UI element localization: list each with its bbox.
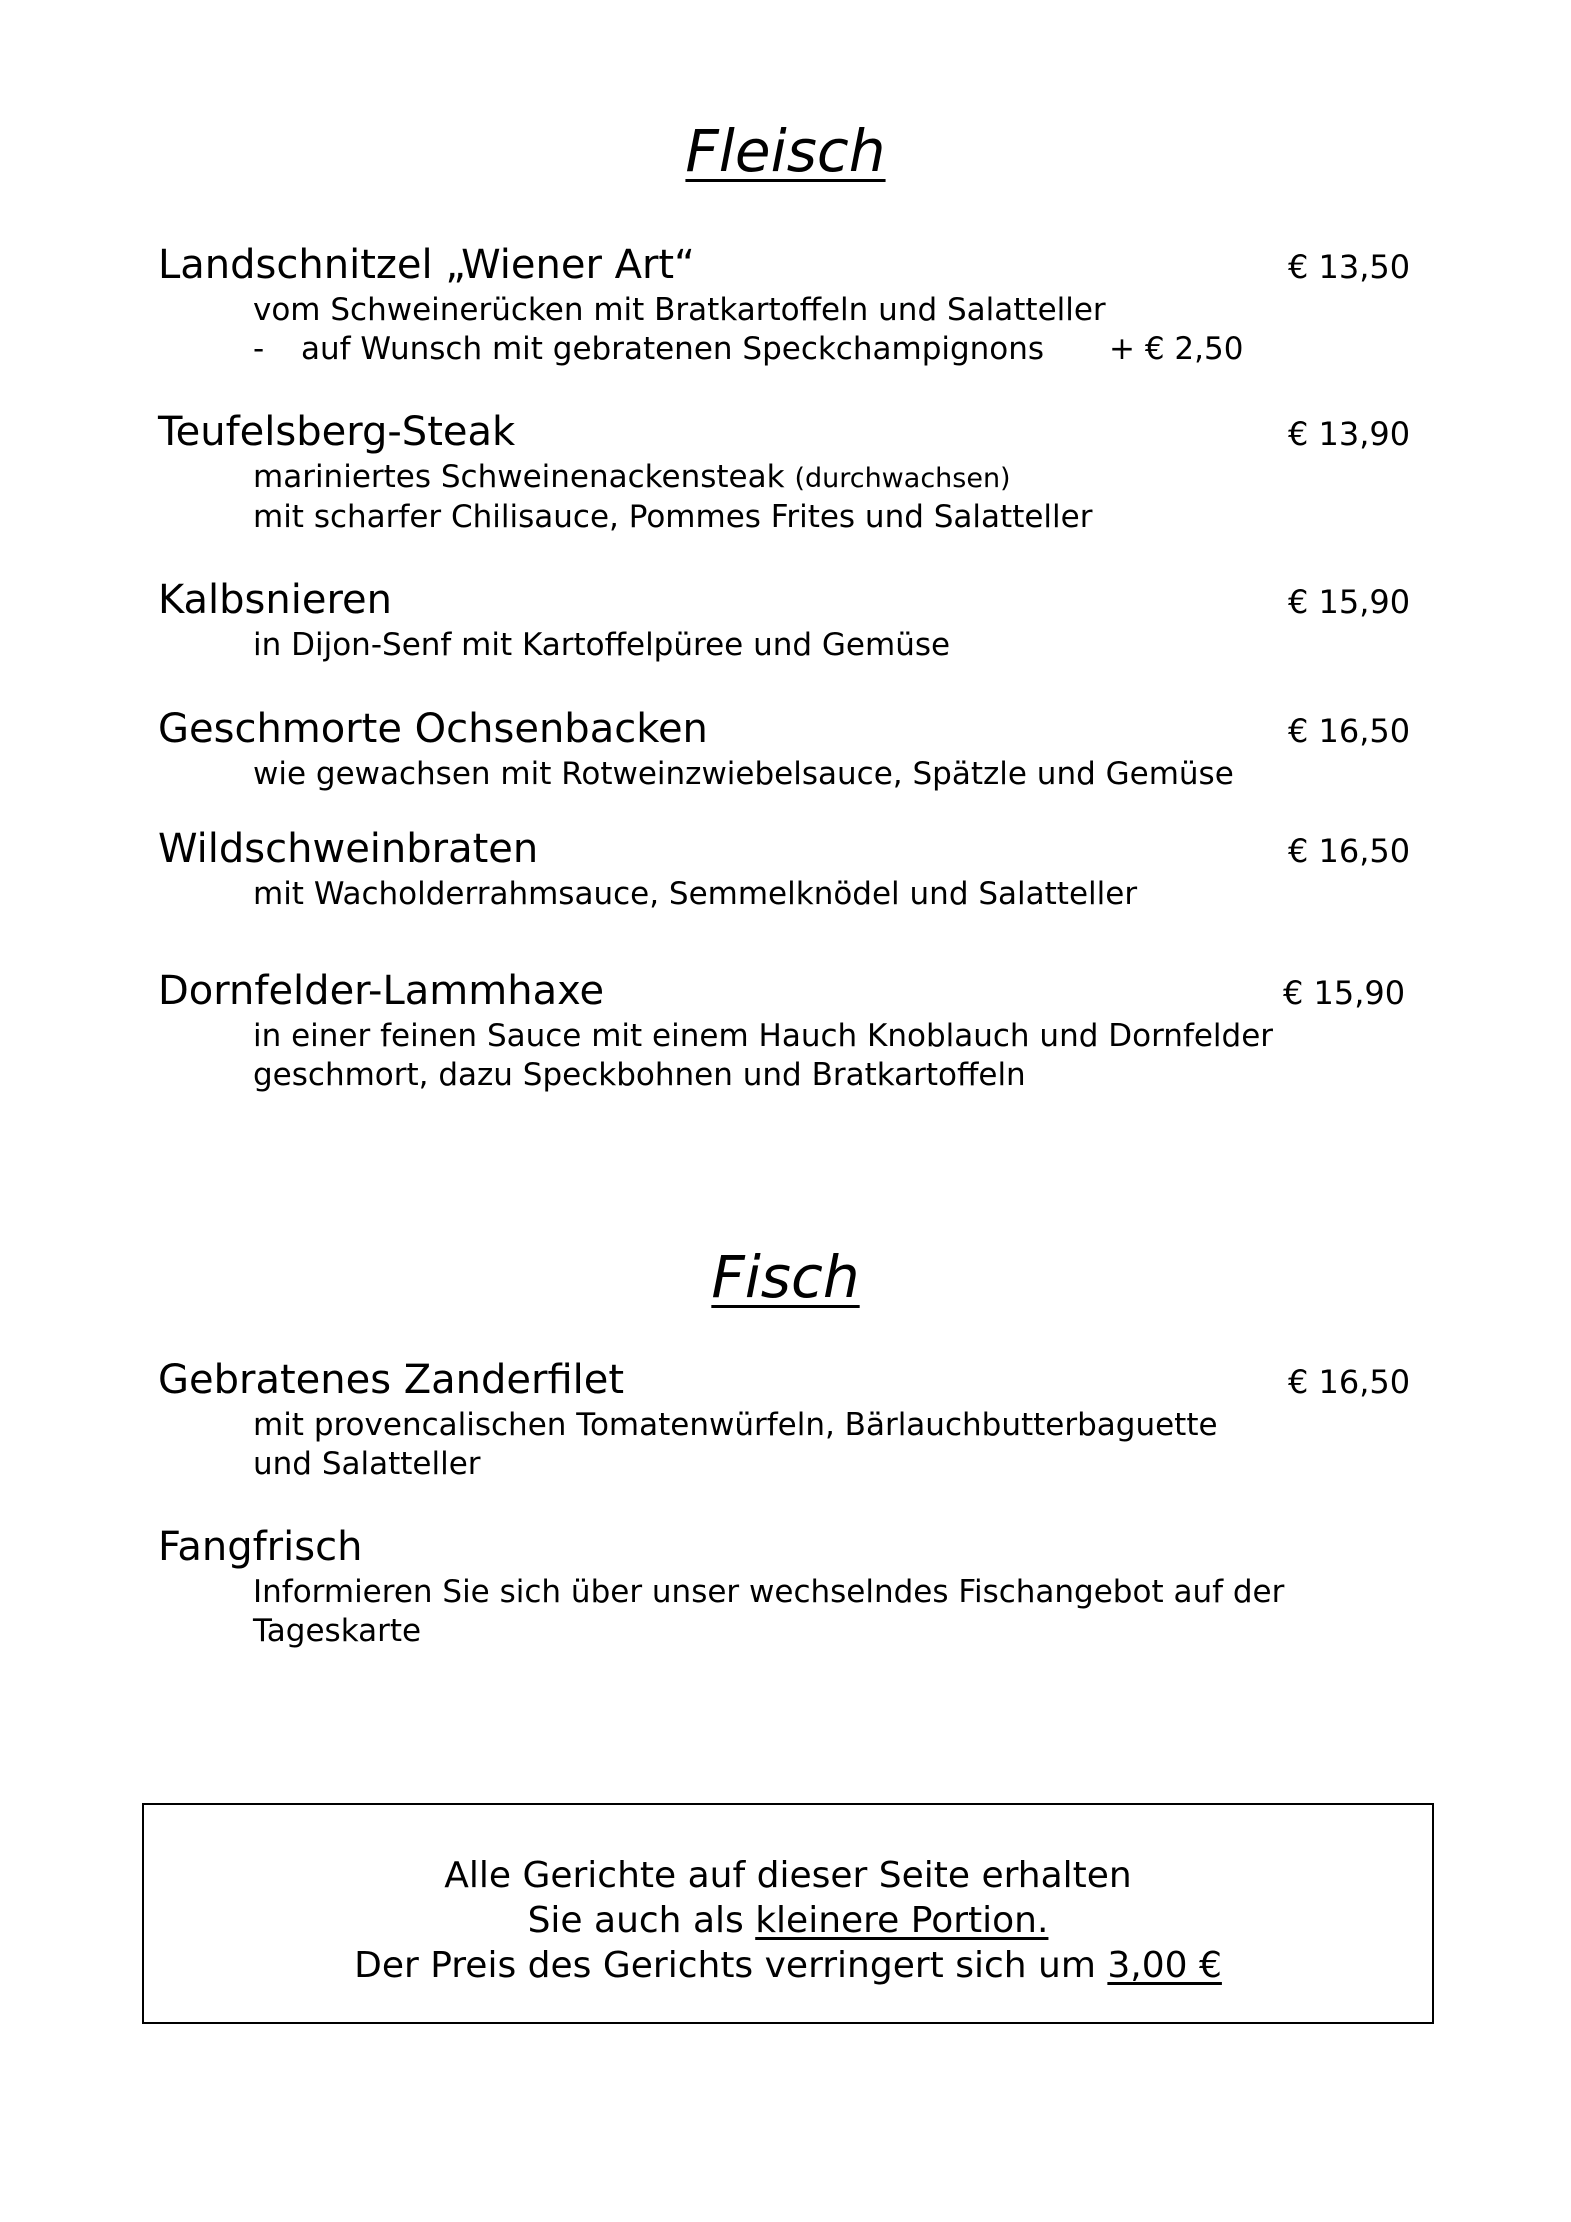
dish-name: Teufelsberg-Steak <box>158 409 516 455</box>
description-line: geschmort, dazu Speckbohnen und Bratkartoffeln <box>253 1057 1026 1093</box>
menu-item-landschnitzel <box>158 239 1418 369</box>
menu-item-kalbsnieren <box>158 574 1418 665</box>
description-line: wie gewachsen mit Rotweinzwiebelsauce, Spätzle und Gemüse <box>253 756 1234 792</box>
description-parenthetical: (durchwachsen) <box>794 463 1011 494</box>
option-text: auf Wunsch mit gebratenen Speckchampignons <box>301 331 1045 367</box>
notice-line: Alle Gerichte auf dieser Seite erhalten <box>444 1855 1132 1896</box>
dish-name: Geschmorte Ochsenbacken <box>158 706 708 752</box>
dish-description <box>253 291 1418 369</box>
dish-name: Wildschweinbraten <box>158 826 539 872</box>
dish-price: € 16,50 <box>1288 712 1411 750</box>
menu-item-gebratenes-zanderfilet <box>158 1354 1418 1484</box>
dish-name: Dornfelder-Lammhaxe <box>158 968 605 1014</box>
menu-item-wildschweinbraten <box>158 823 1418 914</box>
dish-description <box>253 875 1418 914</box>
dish-price: € 15,90 <box>1283 974 1406 1012</box>
description-line: mit provencalischen Tomatenwürfeln, Bärlauchbutterbaguette <box>253 1407 1218 1443</box>
smaller-portion-notice <box>142 1803 1434 2024</box>
notice-underlined-text: kleinere Portion. <box>755 1900 1049 1941</box>
menu-item-teufelsberg-steak <box>158 406 1418 537</box>
menu-item-dornfelder-lammhaxe <box>158 965 1418 1095</box>
description-line: Tageskarte <box>253 1613 422 1649</box>
notice-discount-amount: 3,00 € <box>1107 1945 1222 1986</box>
dish-option <box>253 330 1418 369</box>
description-line: in einer feinen Sauce mit einem Hauch Knoblauch und Dornfelder <box>253 1018 1274 1054</box>
dish-description <box>253 626 1418 665</box>
dish-name: Gebratenes Zanderfilet <box>158 1357 625 1403</box>
dish-price: € 16,50 <box>1288 832 1411 870</box>
dish-price: € 15,90 <box>1288 583 1411 621</box>
description-line: in Dijon-Senf mit Kartoffelpüree und Gemüse <box>253 627 951 663</box>
description-main: mariniertes Schweinenackensteak <box>253 459 795 495</box>
description-line: und Salatteller <box>253 1446 481 1482</box>
notice-text: Sie auch als <box>527 1900 756 1941</box>
dish-name: Fangfrisch <box>158 1524 363 1570</box>
dish-description <box>253 1573 1418 1651</box>
dish-price: € 13,50 <box>1288 248 1411 286</box>
notice-text: Der Preis des Gerichts verringert sich um <box>354 1945 1108 1986</box>
description-line: vom Schweinerücken mit Bratkartoffeln und Salatteller <box>253 292 1106 328</box>
description-line: mit scharfer Chilisauce, Pommes Frites und Salatteller <box>253 499 1093 535</box>
dish-description <box>253 458 1418 537</box>
dish-name: Kalbsnieren <box>158 577 392 623</box>
dish-price: € 16,50 <box>1288 1363 1411 1401</box>
description-line: mit Wacholderrahmsauce, Semmelknödel und Salatteller <box>253 876 1138 912</box>
option-dash: - <box>253 331 265 367</box>
menu-item-fangfrisch <box>158 1521 1418 1651</box>
dish-description <box>253 1406 1418 1484</box>
notice-line <box>144 1943 1432 1988</box>
dish-price: € 13,90 <box>1288 415 1411 453</box>
description-line: Informieren Sie sich über unser wechselndes Fischangebot auf der <box>253 1574 1285 1610</box>
menu-item-geschmorte-ochsenbacken <box>158 703 1418 794</box>
dish-name: Landschnitzel „Wiener Art“ <box>158 242 695 288</box>
dish-description <box>253 755 1418 794</box>
option-extra-price: + € 2,50 <box>1109 331 1244 367</box>
dish-description <box>253 1017 1418 1095</box>
section-title-fisch: Fisch <box>711 1243 860 1311</box>
section-title-fleisch: Fleisch <box>685 117 886 185</box>
notice-line <box>144 1898 1432 1943</box>
description-line <box>253 458 1418 498</box>
